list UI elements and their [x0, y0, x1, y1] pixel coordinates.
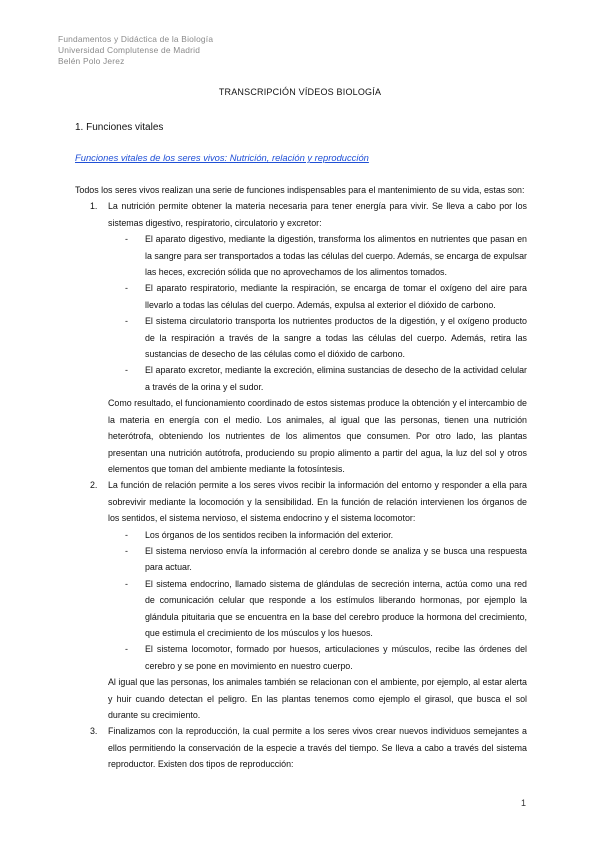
- list-item-relation: [75, 477, 527, 723]
- dash-bullet: -: [125, 283, 128, 294]
- page-number: 1: [520, 798, 526, 808]
- sub-item-text: El sistema nervioso envía la información al cerebro donde se analiza y se busca una respuesta para actuar.: [145, 545, 527, 573]
- item-number: 3.: [90, 726, 98, 737]
- sub-item-text: El aparato respiratorio, mediante la respiración, se encarga de tomar el oxígeno del aire para llevarlo a todas las células del cuerpo. Además, expulsa al exterior el dióxido de carbono.: [145, 283, 527, 310]
- list-item-nutrition: [75, 198, 527, 477]
- sub-item-text: El sistema endocrino, llamado sistema de glándulas de secreción interna, actúa como una red de comunicación celular que responde a los estímulos liberando hormonas, por ejemplo la glándula pituitaria que se encuentra en la base del cerebro produce la hormona del crecimiento, que estimula el crecimiento de los músculos y los huesos.: [145, 578, 527, 638]
- header-course: Fundamentos y Didáctica de la Biología: [58, 34, 214, 44]
- vital-functions-list: [75, 198, 527, 772]
- dash-bullet: -: [125, 365, 128, 376]
- sub-item: [108, 280, 527, 313]
- dash-bullet: -: [125, 316, 128, 327]
- dash-bullet: -: [125, 545, 128, 556]
- item-closing-paragraph: Como resultado, el funcionamiento coordinado de estos sistemas produce la obtención y el intercambio de la materia en energía con el medio. Los animales, al igual que las personas, tienen una nutrición heterótrofa, obteniendo los nutrientes de los alimentos que consumen. Por otro lado, las plantas presentan una nutrición autótrofa, produciendo su propio alimento a partir del agua, la luz del sol y otros elementos que toman del ambiente mediante la fotosíntesis.: [108, 398, 527, 474]
- document-header: [58, 34, 213, 67]
- sub-list: [108, 231, 527, 395]
- sub-item: [108, 576, 527, 642]
- item-number: 1.: [90, 201, 98, 212]
- item-text: Finalizamos con la reproducción, la cual permite a los seres vivos crear nuevos individuos semejantes a ellos permitiendo la conservación de la especie a través del tiempo. Se lleva a cabo a través del sistema reproductor. Existen dos tipos de reproducción:: [108, 726, 527, 770]
- video-link[interactable]: Funciones vitales de los seres vivos: Nutrición, relación y reproducción: [75, 152, 369, 163]
- page-title: TRANSCRIPCIÓN VÍDEOS BIOLOGÍA: [218, 87, 382, 97]
- section-heading: 1. Funciones vitales: [75, 122, 164, 133]
- dash-bullet: -: [125, 578, 128, 589]
- sub-item-text: El aparato digestivo, mediante la digestión, transforma los alimentos en nutrientes que pasan en la sangre para ser transportados a todas las células del cuerpo. Además, se encarga de expulsar las heces, excreción sólida que no aprovechamos de los alimentos tomados.: [145, 234, 527, 278]
- dash-bullet: -: [125, 529, 128, 540]
- sub-item: [108, 543, 527, 576]
- list-item-reproduction: [75, 723, 527, 772]
- header-author: Belén Polo Jerez: [58, 56, 125, 66]
- item-text: La nutrición permite obtener la materia necesaria para tener energía para vivir. Se lleva a cabo por los sistemas digestivo, respiratorio, circulatorio y excretor:: [108, 201, 527, 228]
- item-number: 2.: [90, 480, 98, 491]
- sub-item: [108, 641, 527, 674]
- intro-paragraph: Todos los seres vivos realizan una serie de funciones indispensables para el mantenimiento de su vida, estas son:: [75, 185, 525, 195]
- sub-item: [108, 231, 527, 280]
- dash-bullet: -: [125, 234, 128, 245]
- item-text: La función de relación permite a los seres vivos recibir la información del entorno y responder a ella para sobrevivir mediante la locomoción y la sensibilidad. En la función de relación intervienen los órganos de los sentidos, el sistema nervioso, el sistema endocrino y el sistema locomotor:: [108, 480, 527, 524]
- sub-item-text: El aparato excretor, mediante la excreción, elimina sustancias de desecho de la actividad celular a través de la orina y el sudor.: [145, 365, 527, 392]
- header-university: Universidad Complutense de Madrid: [58, 45, 201, 55]
- sub-item-text: Los órganos de los sentidos reciben la información del exterior.: [145, 529, 394, 540]
- sub-item-text: El sistema circulatorio transporta los nutrientes productos de la digestión, y el oxígeno producto de la respiración a través de la sangre a todas las células del cuerpo. Además, retira las sustancias de desecho de las células como el dióxido de carbono.: [145, 316, 527, 360]
- sub-item: [108, 313, 527, 362]
- sub-item-text: El sistema locomotor, formado por huesos, articulaciones y músculos, recibe las órdenes del cerebro y se pone en movimiento en nuestro cuerpo.: [145, 644, 527, 671]
- sub-list: [108, 527, 527, 675]
- document-body: [75, 182, 527, 773]
- item-closing-paragraph: Al igual que las personas, los animales también se relacionan con el ambiente, por ejemplo, al estar alerta y huir cuando detectan el peligro. En las plantas tenemos como ejemplo el girasol, que busca el sol durante su crecimiento.: [108, 677, 527, 720]
- sub-item: [108, 362, 527, 395]
- dash-bullet: -: [125, 644, 128, 655]
- sub-item: [108, 527, 527, 543]
